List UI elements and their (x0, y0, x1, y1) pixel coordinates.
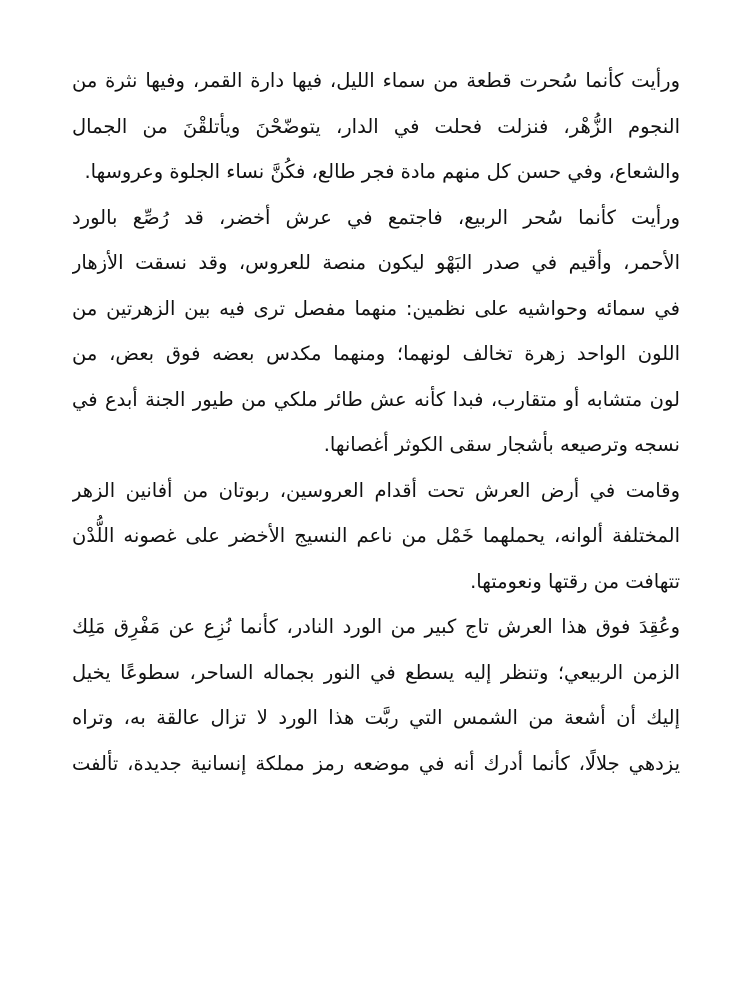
text-line: في سمائه وحواشيه على نظمين: منهما مفصل ترى فيه بين الزهرتين من (72, 296, 680, 320)
text-line: اللون الواحد زهرة تخالف لونهما؛ ومنهما مكدس بعضه فوق بعض، من (72, 342, 680, 365)
paragraph-2 (72, 195, 680, 468)
paragraph-1 (72, 58, 680, 195)
text-line: يزدهي جلالًا، كأنما أدرك أنه في موضعه رمز مملكة إنسانية جديدة، تألفت (72, 751, 680, 775)
document-page (72, 58, 680, 786)
text-line: لون متشابه أو متقارب، فبدا كأنه عش طائر ملكي من طيور الجنة أبدع في (72, 387, 680, 411)
text-line: الزمن الربيعي؛ وتنظر إليه يسطع في النور بجماله الساحر، سطوعًا يخيل (72, 660, 680, 684)
text-line: النجوم الزُّهْر، فنزلت فحلت في الدار، يتوضّحْنَ ويأتلقْنَ من الجمال (72, 114, 680, 138)
text-line: المختلفة ألوانه، يحملهما خَمْل من ناعم النسيج الأخضر على غصونه اللُّدْن (72, 524, 680, 547)
text-line: الأحمر، وأقيم في صدر البَهْو ليكون منصة للعروس، وقد نسقت الأزهار (72, 251, 680, 274)
text-line: والشعاع، وفي حسن كل منهم مادة فجر طالع، فكُنَّ نساء الجلوة وعروسها. (84, 160, 680, 183)
text-line: وقامت في أرض العرش تحت أقدام العروسين، ربوتان من أفانين الزهر (72, 478, 680, 502)
paragraph-4 (72, 604, 680, 786)
text-line: نسجه وترصيعه بأشجار سقى الكوثر أغصانها. (323, 433, 680, 456)
paragraph-3 (72, 468, 680, 605)
text-line: تتهافت من رقتها ونعومتها. (470, 569, 680, 593)
text-line: ورأيت كأنما سُحرت قطعة من سماء الليل، فيها دارة القمر، وفيها نثرة من (72, 69, 680, 92)
text-line: إليك أن أشعة من الشمس التي ربَّت هذا الورد لا تزال عالقة به، وتراه (72, 706, 680, 729)
text-line: ورأيت كأنما سُحر الربيع، فاجتمع في عرش أخضر، قد رُصِّع بالورد (72, 205, 680, 229)
text-line: وعُقِدَ فوق هذا العرش تاج كبير من الورد النادر، كأنما نُزِع عن مَفْرِق مَلِك (72, 615, 680, 638)
